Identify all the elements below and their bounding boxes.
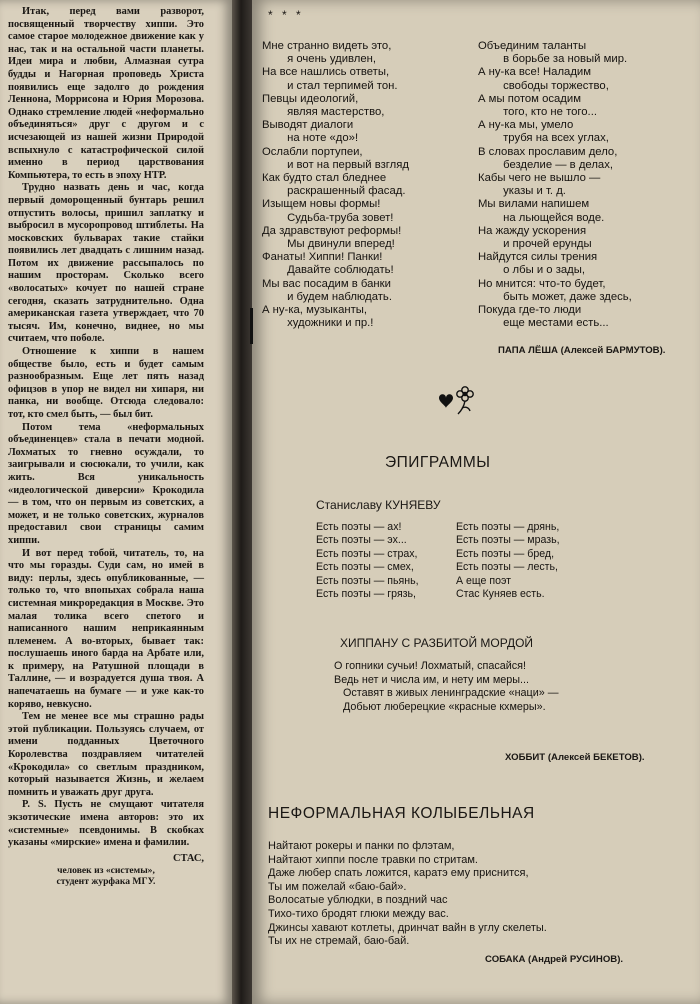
signature-name: СТАС,: [172, 852, 204, 864]
signature-line: человек из «системы»,: [57, 865, 155, 877]
lullaby-text: Найтают рокеры и панки по флэтам, Найтают хиппи после травки по стритам. Даже любер спать ложится, каратэ ему приснится, Ты им пожелай «баю-бай». Волосатые ублюдки, в поздний час Тихо-тихо бродят глюки между вас. Джинсы хавают котлеты, дринчат вайн в углу скелеты. Ты их не стремай, баю-бай.: [268, 840, 547, 948]
heart-icon: [439, 394, 453, 408]
signature-line: студент журфака МГУ.: [56, 876, 156, 888]
epigrams-heading: ЭПИГРАММЫ: [385, 454, 491, 471]
lullaby-heading: НЕФОРМАЛЬНАЯ КОЛЫБЕЛЬНАЯ: [268, 805, 535, 822]
intro-paragraph: Отношение к хиппи в нашем обществе было, есть и будет самым разнообразным. Еще лет пять назад офицзов в упор не видел ни хипаря, ни панка, ни вообще. Отсюда следовало: тот, кто смел быть, — был бит.: [8, 346, 204, 420]
intro-paragraph: Итак, перед вами разворот, посвященный творчеству хиппи. Это самое старое молодежное движение как у нас, так и на остальной части планеты. Идеи мира и любви, Алмазная сутра будды и Нагорная проповедь Христа появились еще задолго до рождения Леннона, Моррисона и Юрия Морозова. Однако стремление людей «неформально объединяться» друг с другом и с исчезающей из нашей жизни Природой вспыхнуло с катастрофической силой именно в период царствования Компьютера, то есть в эпоху НТР.: [8, 6, 204, 181]
epigram-text: О гопники сучьи! Лохматый, спасайся! Ведь нет и числа им, и нету им меры... Оставят в живых ленинградские «наци» — Добьют люберецкие «красные кхмеры».: [334, 660, 559, 713]
poem-column-1: Мне странно видеть это, я очень удивлен, На все нашлись ответы, и стал терпимей тон. Певцы идеологий, являя мастерство, Выводят диалоги на ноте «до»! Ослабли портупеи, и вот на первый взгляд Как будто стал бледнее раскрашенный фасад. Изыщем новы формы! Судьба-труба зовет! Да здравствуют реформы! Мы двинули вперед! Фанаты! Хиппи! Панки! Давайте соблюдать! Мы вас посадим в банки и будем наблюдать. А ну-ка, музыканты, художники и пр.!: [262, 40, 409, 330]
epigram-author: ХОББИТ (Алексей БЕКЕТОВ).: [505, 752, 645, 763]
flower-icon: [457, 387, 473, 414]
epigram-column-1: Есть поэты — ах! Есть поэты — эх... Есть поэты — страх, Есть поэты — смех, Есть поэты — пьянь, Есть поэты — грязь,: [316, 521, 419, 601]
poem-author: ПАПА ЛЁША (Алексей БАРМУТОВ).: [498, 345, 666, 356]
intro-paragraph: P. S. Пусть не смущают читателя экзотические имена авторов: это их «системные» псевдонимы. В скобках указаны «мирские» имена и фамилии.: [8, 799, 204, 849]
section-stars: * * *: [268, 8, 304, 22]
intro-paragraph: Потом тема «неформальных объединенцев» стала в печати модной. Лохматых то гневно осуждали, то заигрывали и сюсюкали, то учили, как жить. Вся уникальность «идеологической диверсии» Крокодила — в том, что он первым из советских, а может, и не только советских, журналов предоставил свои страницы самим хиппи.: [8, 421, 204, 546]
epigram-column-2: Есть поэты — дрянь, Есть поэты — мразь, Есть поэты — бред, Есть поэты — лесть, А еще поэт Стас Куняев есть.: [456, 521, 560, 601]
epigram-title: Станиславу КУНЯЕВУ: [316, 498, 441, 512]
lullaby-author: СОБАКА (Андрей РУСИНОВ).: [485, 954, 624, 965]
intro-paragraph: Трудно назвать день и час, когда первый доморощенный бунтарь решил отпустить волосы, пришил заплатку и выбросил в мусоропровод штиблеты. На московских бульварах такие стайки появились лет двадцать с лишним назад. Потом их движение рассыпалось по нашим просторам. Сколько всего «волосатых» кочует по нашей стране сегодня, сказать затруднительно. Одна американская газета утверждает, что 70 тысяч. Им, конечно, виднее, но мы считаем, что поболе.: [8, 182, 204, 345]
intro-paragraph: И вот перед тобой, читатель, то, на что мы горазды. Суди сам, но имей в виду: перлы, здесь опубликованные, — только то, что впопыхах собрала наша системная микроредакция в Москве. Это малая толика всего спетого и написанного нашим неприкаянным племенем. А во-вторых, бывает так: послушаешь иного барда на Арбате или, к примеру, на Ратушной площади в Таллине, — и возрадуется душа твоя. А напечатаешь на бумаге — и уже как-то коряво, невкусно.: [8, 547, 204, 710]
epigram-title: ХИППАНУ С РАЗБИТОЙ МОРДОЙ: [340, 636, 534, 650]
page-gutter: [232, 0, 252, 1004]
intro-paragraph: Тем не менее все мы страшно рады этой публикации. Пользуясь случаем, от имени подданных Цветочного Королевства поздравляем читателей «Крокодила» со светлым праздником, который называется Жизнь, и желаем помнить и уважать друг друга.: [8, 711, 204, 798]
margin-mark: [250, 308, 253, 344]
poem-column-2: Объединим таланты в борьбе за новый мир. А ну-ка все! Наладим свободы торжество, А мы потом осадим того, кто не того... А ну-ка мы, умело трубя на всех углах, В словах прославим дело, безделие — в делах, Кабы чего не вышло — указы и т. д. Мы вилами напишем на льющейся воде. На жажду ускорения и прочей ерунды Найдутся силы трения о лбы и о зады, Но мнится: что-то будет, быть может, даже здесь, Покуда где-то люди еще местами есть...: [478, 40, 632, 330]
intro-column: [8, 6, 204, 887]
heart-flower-ornament: [436, 384, 480, 420]
